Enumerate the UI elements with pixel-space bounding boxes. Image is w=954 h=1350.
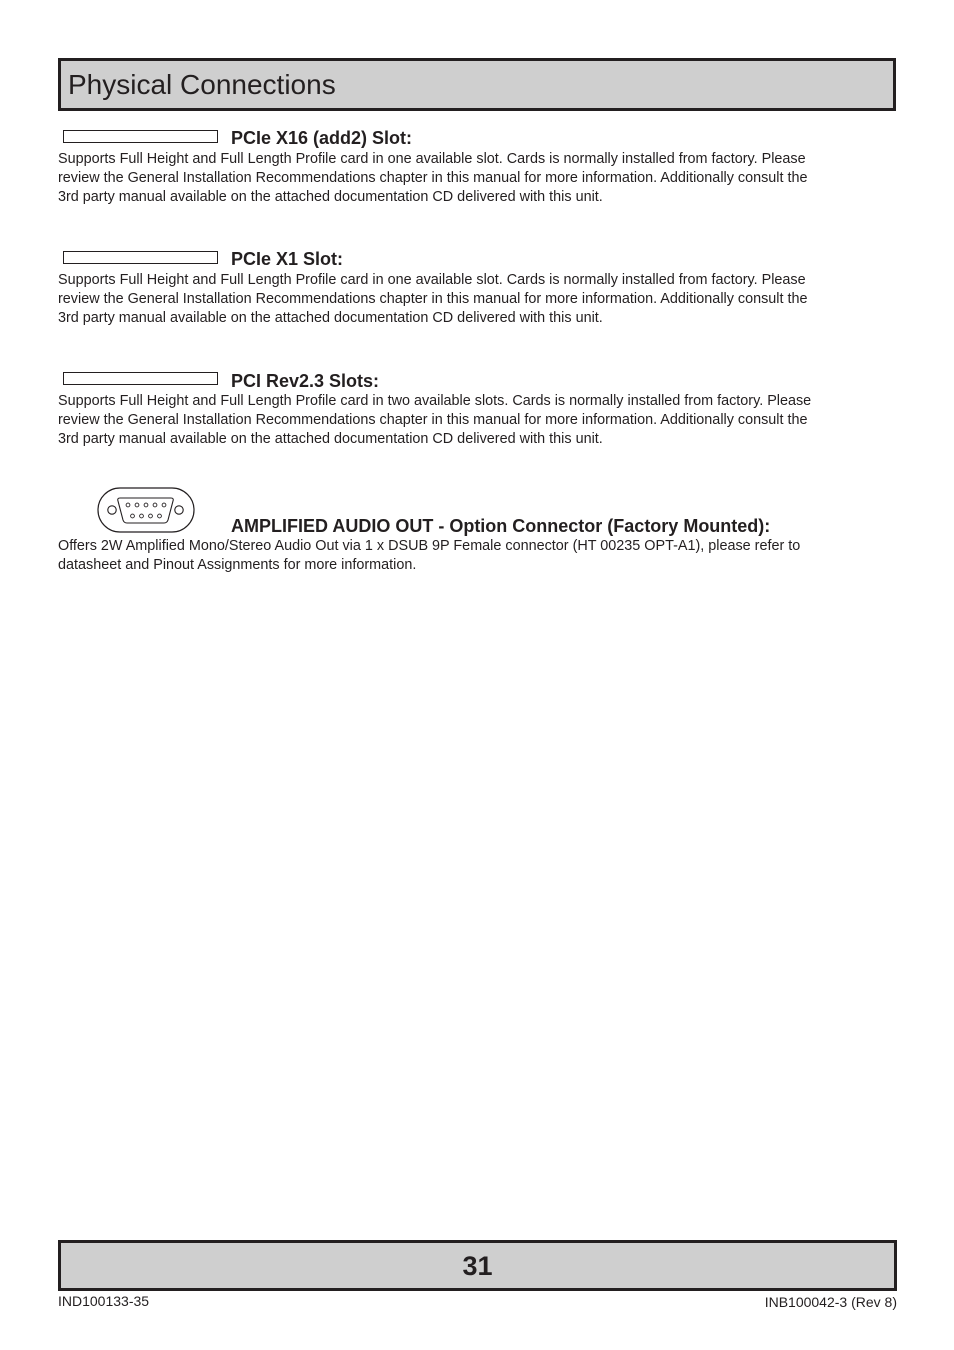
section-title-audio-out: AMPLIFIED AUDIO OUT - Option Connector (Factory Mounted): xyxy=(231,516,771,536)
section-title-pcie-x16: PCIe X16 (add2) Slot: xyxy=(231,128,413,148)
section-body-audio-out xyxy=(58,537,908,575)
body-line: review the General Installation Recommendations chapter in this manual for more information. Additionally consult the xyxy=(58,412,808,428)
section-title-pcie-x1: PCIe X1 Slot: xyxy=(231,249,344,269)
footer-document-code-left: IND100133-35 xyxy=(58,1293,150,1309)
expansion-slot-icon xyxy=(63,251,218,264)
dsub-9-female-connector-icon xyxy=(97,487,195,535)
body-line: Supports Full Height and Full Length Profile card in two available slots. Cards is normally installed from factory. Please xyxy=(58,393,812,409)
section-title-pci-rev23: PCI Rev2.3 Slots: xyxy=(231,371,380,391)
section-body-pci-rev23 xyxy=(58,392,908,449)
body-line: 3rd party manual available on the attached documentation CD delivered with this unit. xyxy=(58,431,603,447)
expansion-slot-icon xyxy=(63,372,218,385)
page-title: Physical Connections xyxy=(68,69,336,100)
section-body-pcie-x1 xyxy=(58,271,908,328)
section-body-pcie-x16 xyxy=(58,150,908,207)
body-line: Supports Full Height and Full Length Profile card in one available slot. Cards is normally installed from factory. Please xyxy=(58,272,806,288)
expansion-slot-icon xyxy=(63,130,218,143)
body-line: 3rd party manual available on the attached documentation CD delivered with this unit. xyxy=(58,189,603,205)
body-line: review the General Installation Recommendations chapter in this manual for more information. Additionally consult the xyxy=(58,170,808,186)
body-line: review the General Installation Recommendations chapter in this manual for more information. Additionally consult the xyxy=(58,291,808,307)
body-line: 3rd party manual available on the attached documentation CD delivered with this unit. xyxy=(58,310,603,326)
page-header-bar xyxy=(58,58,896,111)
body-line: Offers 2W Amplified Mono/Stereo Audio Out via 1 x DSUB 9P Female connector (HT 00235 OPT-A1), please refer to xyxy=(58,538,801,554)
body-line: datasheet and Pinout Assignments for more information. xyxy=(58,557,417,573)
body-line: Supports Full Height and Full Length Profile card in one available slot. Cards is normally installed from factory. Please xyxy=(58,151,806,167)
page-footer-bar xyxy=(58,1240,897,1291)
page-number: 31 xyxy=(462,1251,493,1281)
footer-document-code-right: INB100042-3 (Rev 8) xyxy=(764,1294,897,1310)
